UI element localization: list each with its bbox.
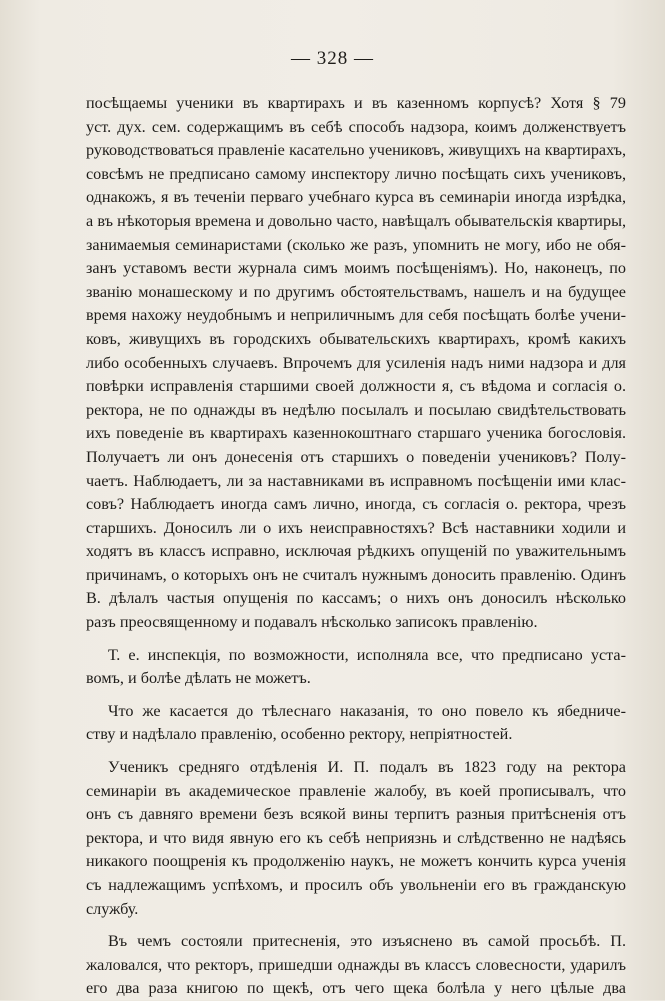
text-line: Въ чемъ состояли притесненія, это изъяснено въ самой просьбѣ. П. [108,932,626,951]
text-line: ректора, и что видя явную его къ себѣ неприязнь и слѣдственно не надѣясь [86,828,626,847]
text-line: старшихъ. Доносилъ ли о ихъ неисправностяхъ? Всѣ наставники ходили и [86,518,626,537]
text-line: занимаемыя семинаристами (сколько же разъ, упомнить не могу, ибо не обя- [86,235,626,254]
text-line: однакожъ, я въ теченіи перваго учебнаго курса въ семинаріи иногда изрѣдка, [86,188,626,207]
text-line: Ученикъ средняго отдѣленія И. П. подалъ въ 1823 году на ректора [108,758,626,777]
text-line: семинаріи въ академическое правленіе жалобу, въ коей прописывалъ, что [86,781,626,800]
page-number: — 328 — [291,48,374,69]
text-line: время нахожу неудобнымъ и неприличнымъ для себя посѣщать болѣе учени- [86,306,626,325]
paragraph-5 [86,930,626,1001]
text-line: совсѣмъ не предписано самому инспектору лично посѣщать сихъ учениковъ, [86,164,626,183]
text-line: службу. [86,899,139,918]
text-line: званію монашескому и по другимъ обстоятельствамъ, нашелъ и на будущее [86,282,626,301]
text-line: посѣщаемы ученики въ квартирахъ и въ казенномъ корпусѣ? Хотя § 79 [86,94,626,112]
text-line: причинамъ, о которыхъ онъ не считалъ нужнымъ доносить правленію. Одинъ [86,565,626,584]
paragraph-4 [86,756,626,921]
text-line: ходятъ въ классъ исправно, исключая рѣдкихъ опущеній по уважительнымъ [86,542,626,561]
paragraph-3 [86,700,626,747]
text-line: ректора, не по однажды въ недѣлю посылалъ и посылаю свидѣтельствовать [86,400,626,419]
text-line: совъ? Наблюдаетъ иногда самъ лично, иногда, съ согласія о. ректора, чрезъ [86,495,626,514]
text-line: онъ съ давняго времени безъ всякой вины терпитъ разныя притѣсненія отъ [86,805,626,824]
text-line: либо особенныхъ случаевъ. Впрочемъ для усиленія надъ ними надзора и для [86,353,626,372]
text-line: Т. е. инспекція, по возможности, исполняла все, что предписано уста- [108,645,626,664]
text-line: Получаетъ ли онъ донесенія отъ старшихъ о поведеніи учениковъ? Полу- [86,447,626,466]
paragraph-1 [86,92,626,635]
text-line: уст. дух. сем. содержащимъ въ себѣ способъ надзора, коимъ долженствуетъ [86,117,626,136]
paragraph-2 [86,644,626,691]
text-line: ству и надѣлало правленію, особенно ректору, непріятностей. [86,725,513,744]
text-line: съ надлежащимъ успѣхомъ, и просилъ объ увольненіи его въ гражданскую [86,876,626,894]
text-line: чаетъ. Наблюдаетъ, ли за наставниками въ исправномъ посѣщеніи ими клас- [86,471,626,490]
text-line: жаловался, что ректоръ, пришедши однажды въ классъ словесности, ударилъ [86,955,626,974]
text-line: В. дѣлалъ частыя опущенія по кассамъ; о нихъ онъ доносилъ нѣсколько [86,589,626,608]
text-line: вомъ, и болѣе дѣлать не можетъ. [86,669,311,688]
text-line: руководствоваться правленіе касательно учениковъ, живущихъ на квартирахъ, [86,141,626,160]
text-line: никакого поощренія къ продолженію наукъ, не можетъ кончить курса ученія [86,852,626,871]
text-line: его два раза книгою по щекѣ, отъ чего щека болѣла у него цѣлые два [86,979,626,998]
text-line: ковъ, живущихъ въ городскихъ обывательскихъ квартирахъ, кромѣ какихъ [86,329,626,348]
body-text [86,92,626,1001]
text-line: а въ нѣкоторыя времена и довольно часто, навѣщалъ обывательскія квартиры, [86,211,626,230]
text-line: повѣрки исправленія старшими своей должности я, съ вѣдома и согласія о. [86,377,626,396]
text-line: разъ преосвященному и подавалъ нѣсколько записокъ правленію. [86,613,538,632]
text-line: Что же касается до тѣлеснаго наказанія, то оно повело къ ябедниче- [108,701,626,720]
text-line: ихъ поведеніе въ квартирахъ казеннокоштнаго старшаго ученика богословія. [86,424,626,443]
text-line: занъ уставомъ вести журнала симъ моимъ посѣщеніямъ). Но, наконецъ, по [86,259,626,278]
